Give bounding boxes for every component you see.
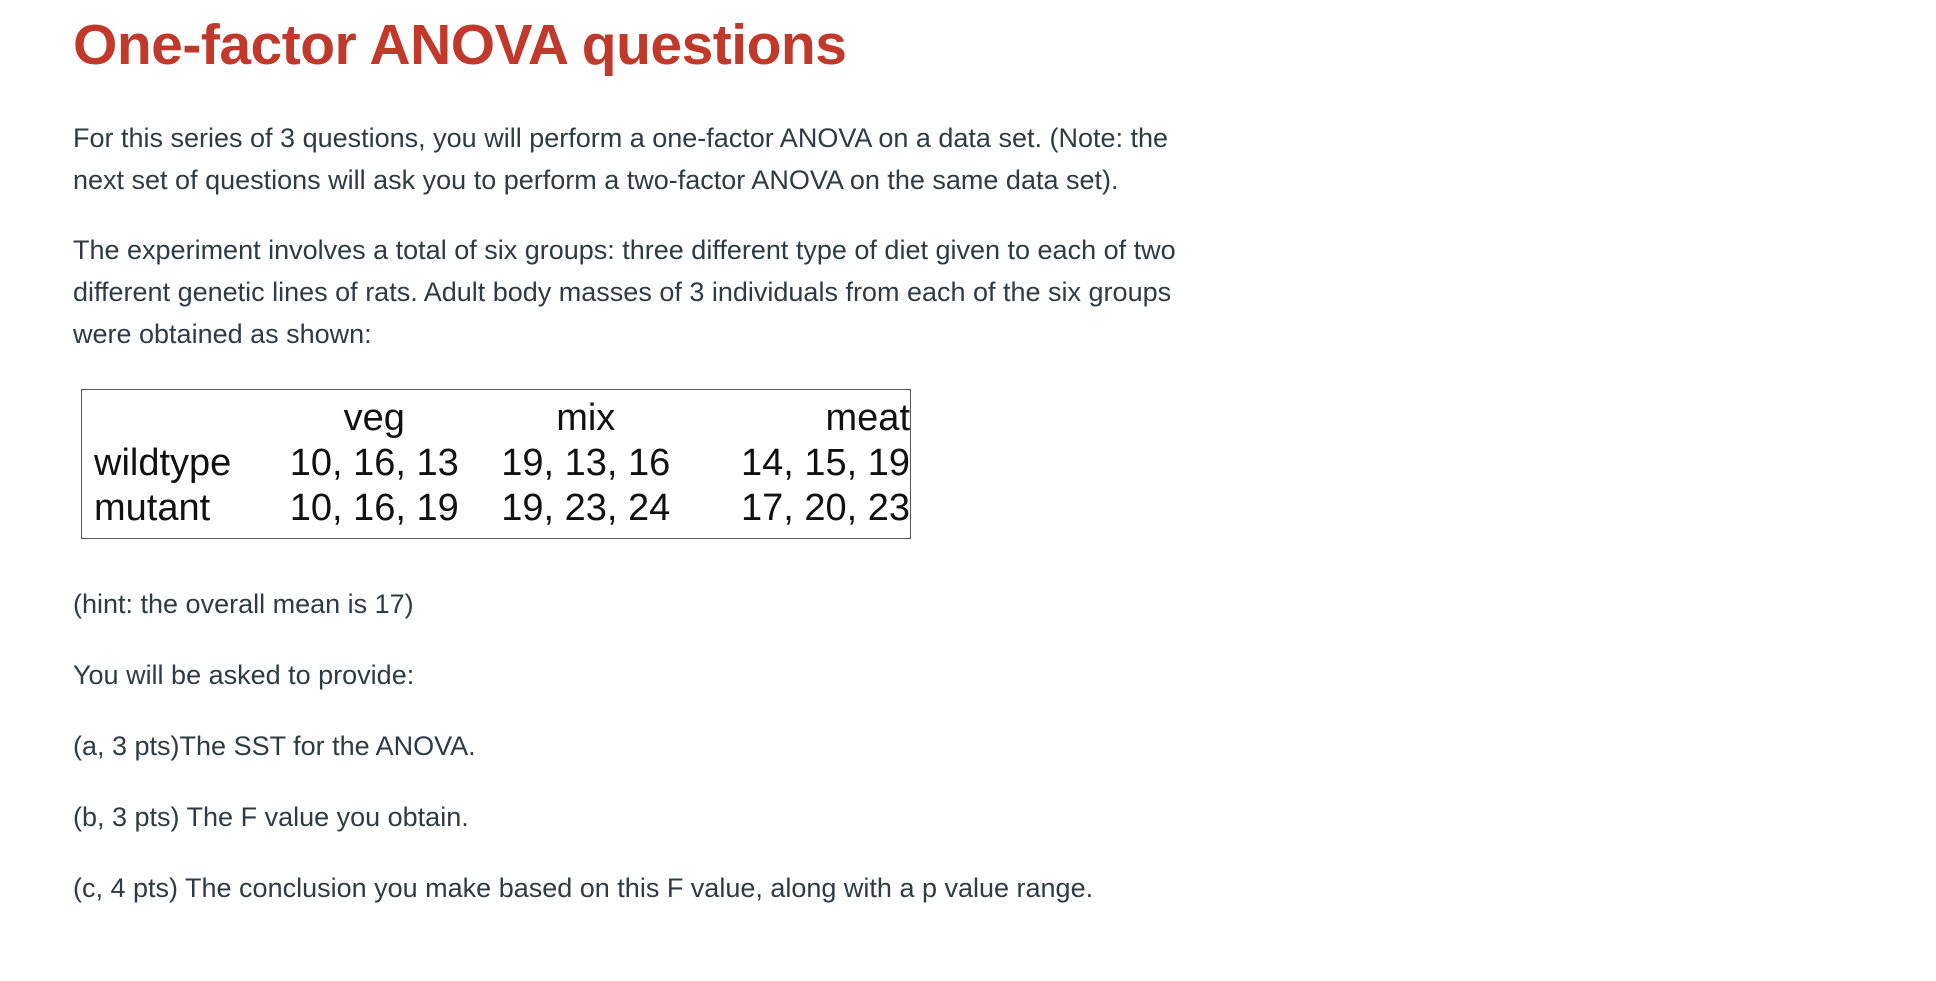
table-header-mix: mix xyxy=(556,397,616,439)
table-cell: 10, 16, 13 xyxy=(289,442,459,484)
table-header-row xyxy=(94,396,910,441)
table-header-meat: meat xyxy=(825,397,910,439)
intro-paragraph: For this series of 3 questions, you will perform a one-factor ANOVA on a data set. (Note: the next set of questions will ask you to perform a two-factor ANOVA on the same data set). xyxy=(73,123,1169,195)
hint-text: (hint: the overall mean is 17) xyxy=(73,589,414,619)
table-cell: 14, 15, 19 xyxy=(740,442,910,484)
table-header-veg: veg xyxy=(343,397,405,439)
table-row xyxy=(94,486,910,531)
row-label-mutant: mutant xyxy=(94,487,211,529)
table-cell: 10, 16, 19 xyxy=(289,487,459,529)
question-item-a: (a, 3 pts)The SST for the ANOVA. xyxy=(73,731,476,761)
table-row xyxy=(94,441,910,486)
page-title: One-factor ANOVA questions xyxy=(73,13,847,77)
table-cell: 19, 23, 24 xyxy=(501,487,671,529)
table-cell: 17, 20, 23 xyxy=(740,487,910,529)
question-item-c: (c, 4 pts) The conclusion you make based on this F value, along with a p value range. xyxy=(73,873,1094,903)
row-label-wildtype: wildtype xyxy=(94,442,232,484)
question-page xyxy=(73,10,1273,909)
data-table xyxy=(94,396,910,531)
experiment-paragraph: The experiment involves a total of six groups: three different type of diet given to each of two different genetic lines of rats. Adult body masses of 3 individuals from each of the six groups were obtained as shown: xyxy=(73,235,1176,349)
question-item-b: (b, 3 pts) The F value you obtain. xyxy=(73,802,469,832)
data-table-frame xyxy=(81,389,911,539)
provide-intro: You will be asked to provide: xyxy=(73,660,415,690)
table-header-corner xyxy=(94,396,262,441)
table-cell: 19, 13, 16 xyxy=(501,442,671,484)
